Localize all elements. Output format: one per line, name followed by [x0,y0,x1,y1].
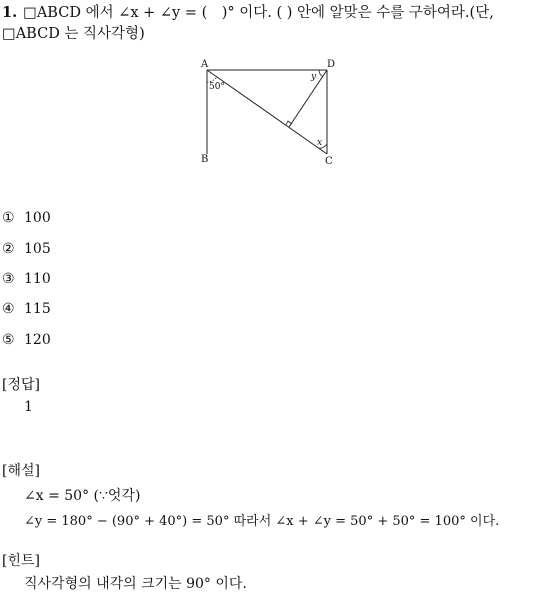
option-mark: ① [2,210,15,226]
option-3[interactable] [2,271,51,287]
question-line-1 [2,1,494,22]
explanation-line-2: ∠y = 180° − (90° + 40°) = 50° 따라서 ∠x + ∠y = 50° + 50° = 100° 이다. [24,514,500,529]
answer-header: [정답] [2,377,40,393]
label-c: C [325,156,333,167]
question-text-1: □ABCD 에서 ∠x + ∠y = ( )° 이다. ( ) 안에 알맞은 수를 구하여라.(단, [23,5,494,21]
label-a: A [201,59,209,70]
label-x: x [317,138,323,148]
diagonal-ac [207,70,327,154]
option-mark: ② [2,241,15,257]
explanation-line-1: ∠x = 50° (∵엇각) [24,488,141,504]
label-d: D [327,59,336,70]
option-mark: ⑤ [2,332,15,348]
option-value: 115 [24,301,51,317]
option-value: 120 [24,332,51,348]
option-4[interactable] [2,301,51,317]
angle-y-arc [319,70,323,77]
geometry-figure [195,58,345,170]
answer-value: 1 [24,399,33,415]
option-value: 100 [24,210,51,226]
question-number: 1. [2,4,18,21]
option-value: 110 [24,271,51,287]
hint-header: [힌트] [2,553,40,569]
label-angle-50: 50° [209,82,225,92]
option-2[interactable] [2,241,51,257]
option-value: 105 [24,241,51,257]
option-5[interactable] [2,332,51,348]
question-line-2: □ABCD 는 직사각형) [2,26,145,42]
explanation-header: [해설] [2,463,40,479]
option-mark: ④ [2,301,15,317]
option-1[interactable] [2,210,51,226]
hint-text: 직사각형의 내각의 크기는 90° 이다. [24,576,247,592]
label-b: B [201,154,209,165]
segment-d-foot [289,70,327,127]
option-mark: ③ [2,271,15,287]
label-y: y [311,72,317,82]
